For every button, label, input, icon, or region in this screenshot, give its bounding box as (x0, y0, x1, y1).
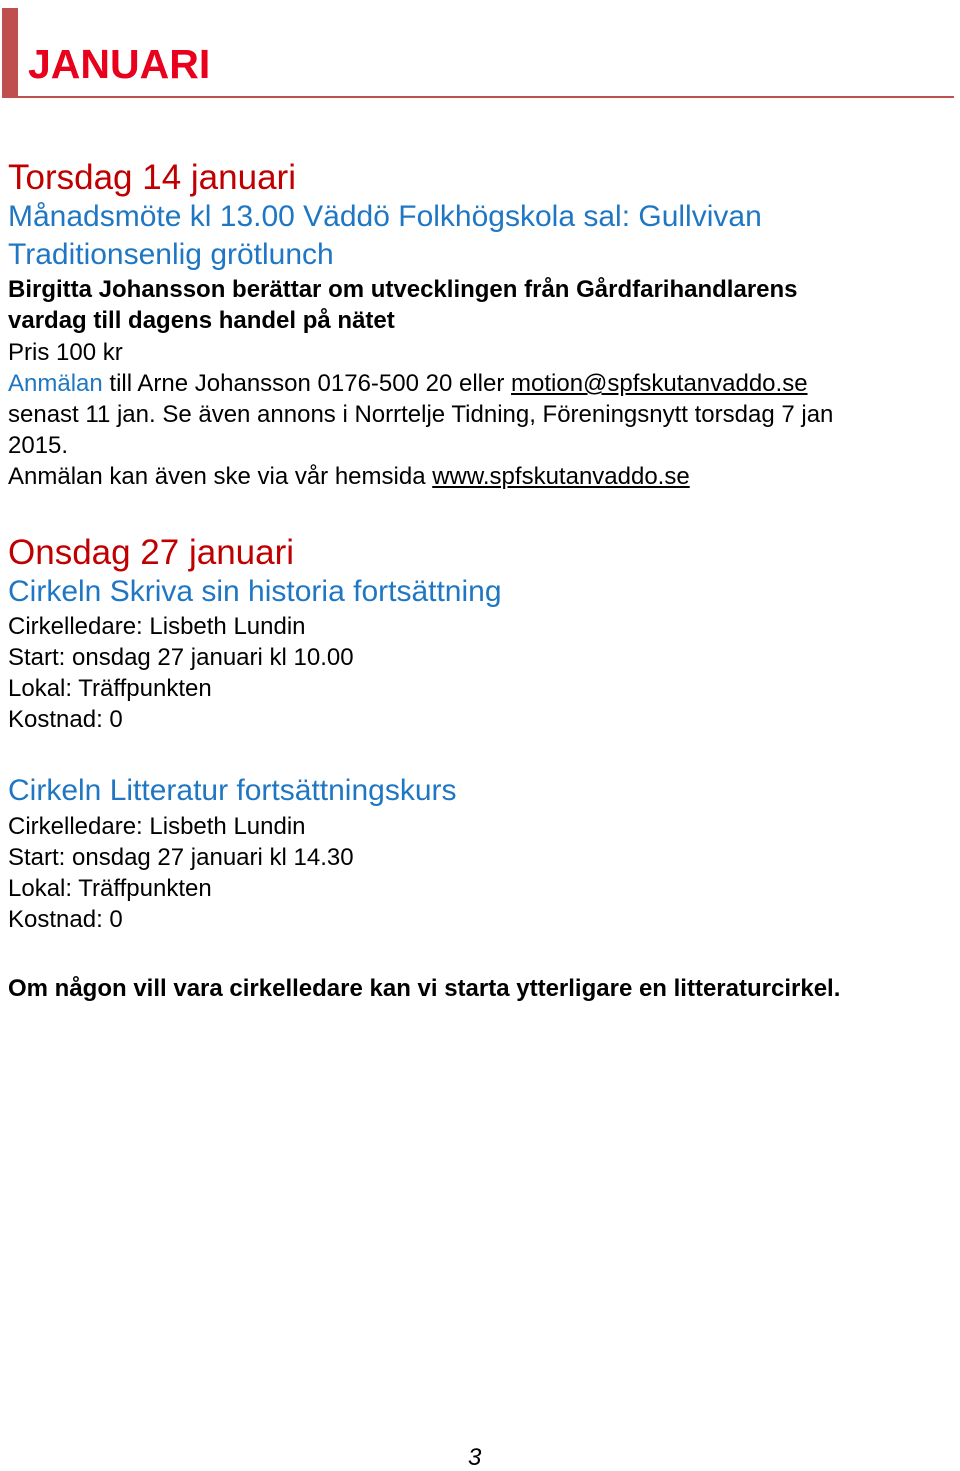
website-link[interactable]: www.spfskutanvaddo.se (432, 463, 690, 490)
signup-label: Anmälan (8, 370, 103, 397)
circle2-leader: Cirkelledare: Lisbeth Lundin (8, 813, 306, 840)
event1-subtitle: Månadsmöte kl 13.00 Väddö Folkhögskola sal: Gullvivan (8, 200, 762, 233)
circle1-start: Start: onsdag 27 januari kl 10.00 (8, 644, 354, 671)
event1-year: 2015. (8, 432, 69, 459)
page-header (2, 8, 954, 100)
header-underline (18, 96, 954, 98)
signup-email-link[interactable]: motion@spfskutanvaddo.se (511, 370, 808, 397)
circle1-venue: Lokal: Träffpunkten (8, 675, 212, 702)
event1-description-line2: vardag till dagens handel på nätet (8, 307, 395, 334)
circle2-cost: Kostnad: 0 (8, 906, 123, 933)
header-accent-bar (2, 8, 18, 98)
event1-description-line1: Birgitta Johansson berättar om utvecklingen från Gårdfarihandlarens (8, 276, 798, 303)
event1-web-signup (8, 465, 690, 489)
event1-deadline: senast 11 jan. Se även annons i Norrtelje Tidning, Föreningsnytt torsdag 7 jan (8, 401, 834, 428)
circle-leader-note: Om någon vill vara cirkelledare kan vi starta ytterligare en litteraturcirkel. (8, 975, 841, 1002)
circle1-leader: Cirkelledare: Lisbeth Lundin (8, 613, 306, 640)
circle1-title: Cirkeln Skriva sin historia fortsättning (8, 575, 502, 608)
event1-signup (8, 372, 808, 396)
circle2-title: Cirkeln Litteratur fortsättningskurs (8, 774, 457, 807)
signup-contact: till Arne Johansson 0176-500 20 eller (102, 370, 512, 397)
event1-date: Torsdag 14 januari (8, 158, 296, 197)
event2-date: Onsdag 27 januari (8, 533, 295, 572)
circle1-cost: Kostnad: 0 (8, 706, 123, 733)
event1-price: Pris 100 kr (8, 339, 123, 366)
page-title: JANUARI (28, 41, 211, 87)
web-signup-text: Anmälan kan även ske via vår hemsida (8, 463, 433, 490)
circle2-start: Start: onsdag 27 januari kl 14.30 (8, 844, 354, 871)
page-number: 3 (468, 1444, 482, 1471)
event1-title: Traditionsenlig grötlunch (8, 238, 334, 271)
circle2-venue: Lokal: Träffpunkten (8, 875, 212, 902)
